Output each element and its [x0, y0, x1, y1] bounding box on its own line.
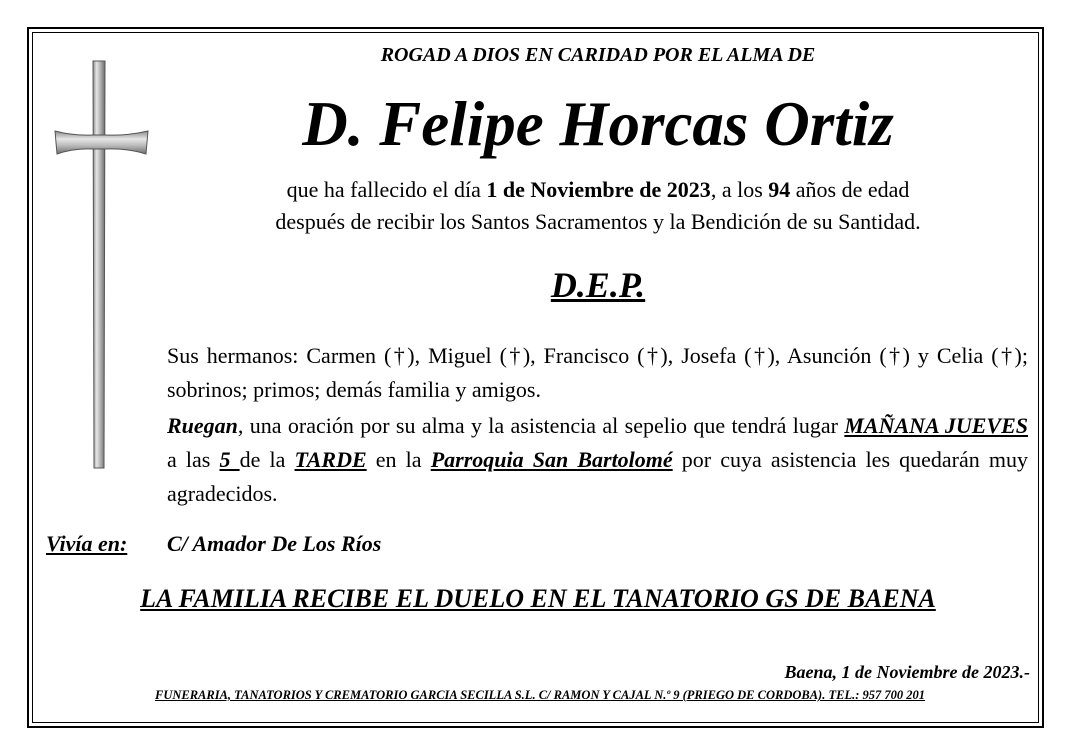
request-text: de la	[239, 447, 295, 472]
death-text: , a los	[710, 177, 769, 202]
request-text: en la	[366, 447, 431, 472]
residence-value: C/ Amador De Los Ríos	[167, 531, 382, 556]
ruegan-text: Ruegan	[167, 413, 238, 438]
deceased-name: D. Felipe Horcas Ortiz	[302, 89, 894, 159]
family-receives: LA FAMILIA RECIBE EL DUELO EN EL TANATORIO GS DE BAENA	[140, 584, 936, 613]
hour-text: 5	[219, 447, 240, 472]
death-text: que ha fallecido el día	[286, 177, 487, 202]
death-text: años de edad	[790, 177, 910, 202]
request-text: a las	[167, 447, 220, 472]
request-paragraph	[167, 409, 1028, 511]
tarde-text: TARDE	[294, 447, 367, 472]
sacraments-line: después de recibir los Santos Sacramentos y la Bendición de su Santidad.	[275, 209, 921, 234]
death-age: 94	[768, 177, 791, 202]
cross-icon	[52, 58, 152, 479]
request-text: por cuya asistencia les quedarán muy agradecidos.	[167, 447, 1028, 506]
death-line	[150, 174, 1046, 206]
prayer-header: ROGAD A DIOS EN CARIDAD POR EL ALMA DE	[380, 44, 816, 66]
place-date: Baena, 1 de Noviembre de 2023.-	[784, 662, 1030, 682]
family-paragraph: Sus hermanos: Carmen (†), Miguel (†), Francisco (†), Josefa (†), Asunción (†) y Celia (†); sobrinos; primos; demás familia y amigos.	[167, 343, 1028, 402]
footer-funeral-home: FUNERARIA, TANATORIOS Y CREMATORIO GARCIA SECILLA S.L. C/ RAMON Y CAJAL N.º 9 (PRIEGO DE CORDOBA). TEL.: 957 700 201	[154, 688, 925, 702]
day-text: MAÑANA JUEVES	[844, 413, 1028, 438]
residence-label: Vivía en:	[46, 531, 128, 556]
death-date: 1 de Noviembre de 2023	[486, 177, 711, 202]
dep-heading: D.E.P.	[550, 265, 646, 305]
request-text: , una oración por su alma y la asistencia al sepelio que tendrá lugar	[237, 413, 845, 438]
parish-text: Parroquia San Bartolomé	[430, 447, 673, 472]
